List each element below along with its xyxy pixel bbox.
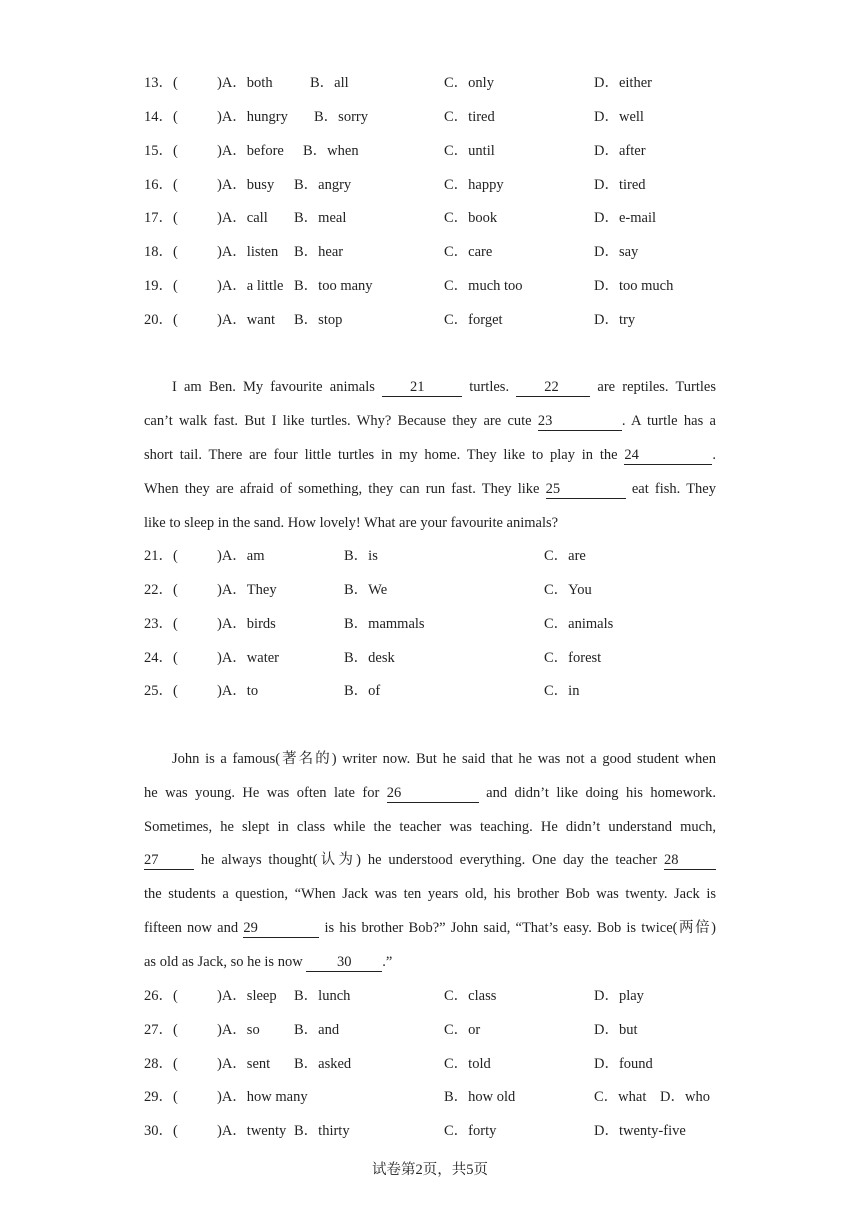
option-a: )A．busy (217, 177, 275, 193)
question-number: 19．( (144, 278, 178, 294)
passage-text: he was young. He was often late for (144, 785, 387, 801)
question-row (0, 173, 860, 197)
question-row (0, 308, 860, 332)
blank-24: 24 (624, 446, 712, 465)
option-c: C．what (594, 1089, 647, 1105)
option-b: B．how old (444, 1089, 516, 1105)
option-a: )A．call (217, 210, 268, 226)
option-a: )A．twenty (217, 1123, 287, 1139)
question-number: 18．( (144, 244, 178, 260)
blank-21: 21 (382, 378, 462, 397)
option-c: C．or (444, 1022, 481, 1038)
option-c: C．class (444, 988, 497, 1004)
option-a: )A．so (217, 1022, 260, 1038)
option-b: B．We (344, 582, 388, 598)
blank-28: 28 (664, 851, 716, 870)
question-row (0, 240, 860, 264)
question-row (0, 544, 860, 568)
question-row (0, 646, 860, 670)
question-row (0, 984, 860, 1008)
question-row (0, 612, 860, 636)
blank-30: 30 (306, 953, 382, 972)
option-a: )A．hungry (217, 109, 288, 125)
option-a: )A．a little (217, 278, 284, 294)
passage-line: the students a question, “When Jack was ten years old, his brother Bob was twenty. Jack is (144, 886, 716, 902)
option-b: B．stop (294, 312, 343, 328)
passage-line (144, 916, 716, 940)
question-number: 21．( (144, 548, 178, 564)
question-number: 13．( (144, 75, 178, 91)
passage-text: he always thought(认为) he understood everything. One day the teacher (194, 852, 664, 868)
passage-text: . A turtle has a (621, 413, 716, 429)
question-row (0, 578, 860, 602)
option-d: D．found (594, 1056, 653, 1072)
option-d: D．but (594, 1022, 638, 1038)
passage-text: turtles. (462, 379, 517, 395)
question-number: 20．( (144, 312, 178, 328)
passage-line: John is a famous(著名的) writer now. But he said that he was not a good student when (172, 751, 716, 767)
passage-text: . (712, 447, 716, 463)
question-number: 30．( (144, 1123, 178, 1139)
question-row (0, 679, 860, 703)
question-number: 15．( (144, 143, 178, 159)
blank-27: 27 (144, 851, 194, 870)
option-b: B．lunch (294, 988, 351, 1004)
option-b: B．meal (294, 210, 347, 226)
question-row (0, 71, 860, 95)
option-c: C．forty (444, 1123, 497, 1139)
question-row (0, 274, 860, 298)
option-a: )A．both (217, 75, 273, 91)
option-b: B．hear (294, 244, 344, 260)
option-a: )A．before (217, 143, 284, 159)
option-d: D．too much (594, 278, 674, 294)
option-c: C．are (544, 548, 586, 564)
blank-23: 23 (538, 412, 622, 431)
option-b: B．angry (294, 177, 352, 193)
passage-line (144, 477, 716, 501)
passage-line (144, 781, 716, 805)
passage-line: Sometimes, he slept in class while the teacher was teaching. He didn’t understand much, (144, 819, 716, 835)
passage-line (144, 409, 716, 433)
option-c: C．only (444, 75, 494, 91)
option-c: C．care (444, 244, 493, 260)
question-number: 25．( (144, 683, 178, 699)
passage-line (144, 848, 716, 872)
option-d: D．after (594, 143, 646, 159)
option-c: C．until (444, 143, 495, 159)
question-number: 16．( (144, 177, 178, 193)
option-c: C．book (444, 210, 498, 226)
question-row (0, 139, 860, 163)
option-b: B．when (303, 143, 359, 159)
option-b: B．asked (294, 1056, 352, 1072)
option-d: D．say (594, 244, 639, 260)
option-b: B．and (294, 1022, 340, 1038)
option-c: C．animals (544, 616, 614, 632)
option-c: C．in (544, 683, 580, 699)
option-b: B．is (344, 548, 378, 564)
question-row (0, 1119, 860, 1143)
passage-text: as old as Jack, so he is now (144, 954, 307, 970)
question-number: 23．( (144, 616, 178, 632)
option-a: )A．want (217, 312, 275, 328)
passage-text: can’t walk fast. But I like turtles. Why? Because they are cute (144, 413, 538, 429)
option-a: )A．listen (217, 244, 279, 260)
option-c: C．happy (444, 177, 504, 193)
option-a: )A．how many (217, 1089, 308, 1105)
option-c: C．forest (544, 650, 602, 666)
option-b: B．desk (344, 650, 395, 666)
option-d: D．tired (594, 177, 646, 193)
question-number: 26．( (144, 988, 178, 1004)
question-row (0, 1085, 860, 1109)
option-b: B．too many (294, 278, 373, 294)
option-c: C．forget (444, 312, 503, 328)
blank-22: 22 (516, 378, 590, 397)
passage-text: .” (382, 954, 393, 970)
question-number: 17．( (144, 210, 178, 226)
page-footer: 试卷第2页，共5页 (372, 1162, 488, 1178)
option-c: C．told (444, 1056, 491, 1072)
option-c: C．tired (444, 109, 495, 125)
question-row (0, 1052, 860, 1076)
blank-29: 29 (243, 919, 319, 938)
option-c: C．You (544, 582, 592, 598)
question-number: 29．( (144, 1089, 178, 1105)
option-d: D．who (660, 1089, 710, 1105)
option-d: D．try (594, 312, 636, 328)
passage-text: When they are afraid of something, they can run fast. They like (144, 481, 546, 497)
question-number: 14．( (144, 109, 178, 125)
question-number: 27．( (144, 1022, 178, 1038)
option-a: )A．to (217, 683, 259, 699)
option-a: )A．sleep (217, 988, 277, 1004)
question-number: 22．( (144, 582, 178, 598)
option-d: D．well (594, 109, 644, 125)
option-a: )A．They (217, 582, 277, 598)
option-b: B．mammals (344, 616, 425, 632)
passage-text: are reptiles. Turtles (590, 379, 717, 395)
option-d: D．e-mail (594, 210, 657, 226)
question-number: 28．( (144, 1056, 178, 1072)
question-row (0, 206, 860, 230)
passage-line: like to sleep in the sand. How lovely! What are your favourite animals? (144, 515, 559, 531)
question-number: 24．( (144, 650, 178, 666)
option-a: )A．water (217, 650, 280, 666)
option-d: D．play (594, 988, 644, 1004)
passage-text: is his brother Bob?” John said, “That’s easy. Bob is twice(两倍) (319, 920, 716, 936)
option-b: B．of (344, 683, 381, 699)
question-row (0, 105, 860, 129)
option-d: D．twenty-five (594, 1123, 686, 1139)
option-b: B．all (310, 75, 349, 91)
question-row (0, 1018, 860, 1042)
passage-text: I am Ben. My favourite animals (172, 379, 383, 395)
option-c: C．much too (444, 278, 523, 294)
passage-text: and didn’t like doing his homework. (478, 785, 716, 801)
blank-25: 25 (546, 480, 626, 499)
option-b: B．sorry (314, 109, 368, 125)
option-a: )A．sent (217, 1056, 271, 1072)
option-b: B．thirty (294, 1123, 350, 1139)
passage-line (144, 443, 716, 467)
option-a: )A．birds (217, 616, 276, 632)
option-d: D．either (594, 75, 652, 91)
blank-26: 26 (387, 784, 479, 803)
passage-line (144, 375, 716, 399)
passage-text: eat fish. They (625, 481, 716, 497)
option-a: )A．am (217, 548, 265, 564)
passage-line (144, 950, 716, 974)
passage-text: fifteen now and (144, 920, 244, 936)
passage-text: short tail. There are four little turtles in my home. They like to play in the (144, 447, 625, 463)
